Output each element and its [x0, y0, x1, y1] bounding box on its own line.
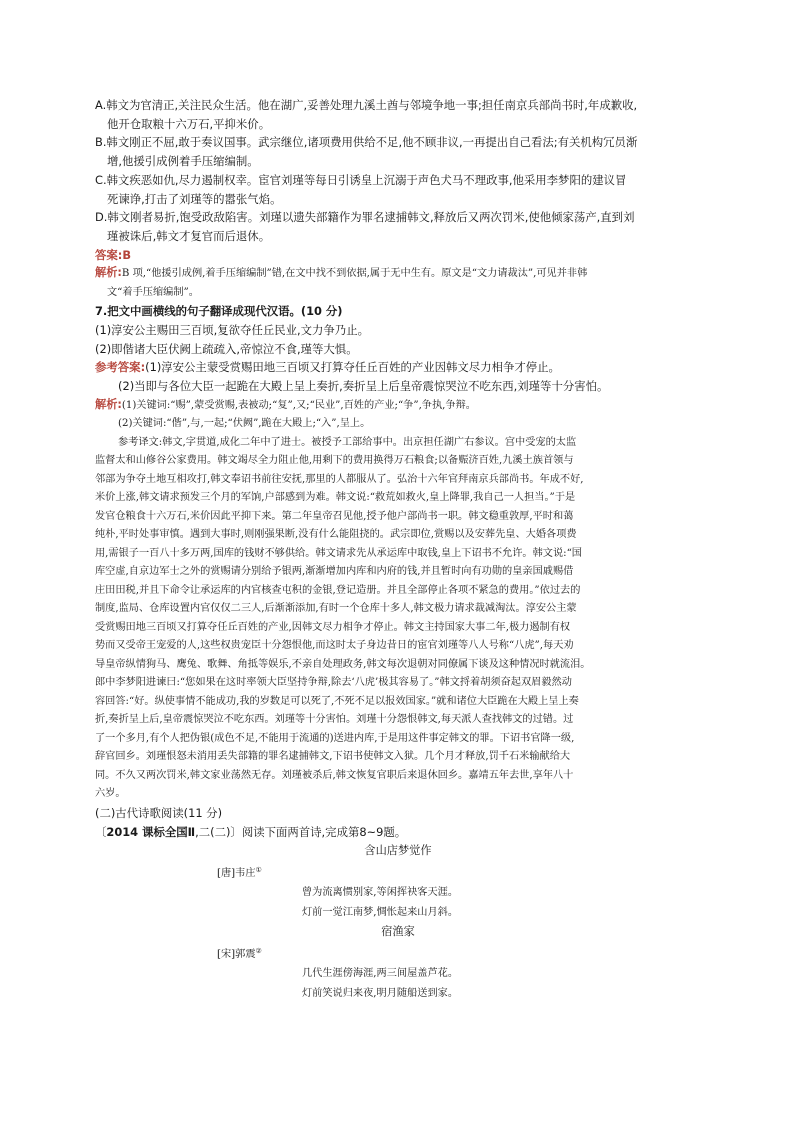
analysis-7 [95, 396, 701, 434]
translation-line: 参考译文:韩文,字贯道,成化二年中了进士。被授予工部给事中。出京担任湖广右参议。宫中受宠的太监 [118, 436, 577, 448]
translation-line: 邻部为争夺土地互相攻打,韩文奉诏书前往安抚,那里的人都服从了。弘治十六年官拜南京兵部尚书。年成不好, [95, 473, 584, 485]
translation-line: 制度,监局、仓库设置内官仅仅二三人,后渐渐添加,有时一个仓库十多人,韩文极力请求裁减淘汰。淳安公主蒙 [95, 603, 577, 615]
analysis-6-label: 解析: [95, 266, 122, 280]
answer-value: B [122, 247, 132, 262]
translation-line: 米价上涨,韩文请求预发三个月的军饷,户部感到为难。韩文说:“救荒如救火,皇上降罪,我自己一人担当。”于是 [95, 492, 576, 504]
poem-2-note: ② [255, 946, 262, 955]
poem-1-title: 含山店梦觉作 [364, 844, 432, 858]
question-7 [95, 302, 701, 358]
option-d-line-2: 瑾被诛后,韩文才复官而后退休。 [107, 228, 271, 243]
analysis-7-label: 解析: [95, 397, 122, 411]
option-a-line-2: 他开仓取粮十六万石,平抑米价。 [107, 116, 271, 131]
poem-1-author: [唐]韦庄 [217, 867, 256, 879]
translation-line: 导皇帝纵情狗马、鹰兔、歌舞、角抵等娱乐,不亲自处理政务,韩文每次退朝对同僚属下谈及这种情况时就流泪。 [95, 658, 591, 670]
answer-label: 答案: [95, 247, 123, 262]
section-2-heading: (二)古代诗歌阅读(11 分) [95, 805, 223, 820]
question-6-options [95, 96, 701, 246]
reference-answer [95, 358, 701, 395]
translation-line: 郎中李梦阳进谏曰:“您如果在这时率领大臣坚持争辩,除去‘八虎’极其容易了。”韩文捋着胡须奋起双眉毅然动 [95, 677, 572, 689]
option-d-line-1: D.韩文刚者易折,饱受政敌陷害。刘瑾以遗失部籍作为罪名逮捕韩文,释放后又两次罚米,使他倾家荡产,直到刘 [95, 210, 635, 225]
translation-line: 折,奏折呈上后,皇帝震惊哭泣不吃东西。刘瑾等十分害怕。刘瑾十分怨恨韩文,每天派人查找韩文的过错。过 [95, 714, 574, 726]
poem-2 [95, 922, 701, 1003]
question-7-title: 7.把文中画横线的句子翻译成现代汉语。(10 分) [95, 304, 343, 319]
poem-2-title: 宿渔家 [381, 925, 415, 939]
question-7-item-1: (1)淳安公主赐田三百顷,复欲夺任丘民业,文力争乃止。 [95, 323, 369, 338]
poem-1-verse-2: 灯前一觉江南梦,惆怅起来山月斜。 [302, 906, 459, 918]
translation-line: 库空虚,自京边军士之外的赏赐请分别给予银两,渐渐增加内库和内府的钱,并且暂时向有功勋的皇亲国戚赐借 [95, 566, 574, 578]
reference-line-2: (2)当即与各位大臣一起跪在大殿上呈上奏折,奏折呈上后皇帝震惊哭泣不吃东西,刘瑾等十分害怕。 [118, 379, 609, 394]
option-b-line-1: B.韩文刚正不屈,敢于奏议国事。武宗继位,诸项费用供给不足,他不顾非议,一再提出自己看法;有关机构冗员渐 [95, 135, 638, 150]
option-c-line-1: C.韩文疾恶如仇,尽力遏制权幸。宦官刘瑾等每日引诱皇上沉溺于声色犬马不理政事,他采用李梦阳的建议冒 [95, 172, 627, 187]
translation-line: 了一个多月,有个人把伪银(成色不足,不能用于流通的)送进内库,于是用这件事定韩文的罪。下诏书官降一级, [95, 732, 575, 744]
poem-2-verse-1: 几代生涯傍海涯,两三间屋盖芦花。 [302, 968, 459, 980]
option-a-line-1: A.韩文为官清正,关注民众生活。他在湖广,妥善处理九溪土酋与邻境争地一事;担任南京兵部尚书时,年成歉收, [95, 98, 638, 112]
translation-line: 容回答:“好。纵使事情不能成功,我的岁数足可以死了,不死不足以报效国家。”就和诸位大臣跪在大殿上呈上奏 [95, 695, 579, 707]
translation-line: 用,需银子一百八十多万两,国库的钱财不够供给。韩文请求先从承运库中取钱,皇上下诏书不允许。韩文说:“国 [95, 547, 582, 559]
poem-2-author-line [95, 942, 701, 965]
poem-2-verse-2: 灯前笑说归来夜,明月随船送到家。 [302, 987, 459, 999]
reference-label: 参考答案: [95, 360, 146, 375]
reference-line-1 [95, 358, 701, 377]
analysis-7-line-2: (2)关键词:“偕”,与,一起;“伏阙”,跪在大殿上;“入”,呈上。 [118, 418, 371, 430]
source-line [95, 823, 701, 842]
source-rest: ,二(二)〕阅读下面两首诗,完成第8~9题。 [195, 824, 407, 839]
translation-line: 同。不久又两次罚米,韩文家业荡然无存。刘瑾被杀后,韩文恢复官职后来退休回乡。嘉靖五年去世,享年八十 [95, 769, 574, 781]
translation-line: 纯朴,平时处事审慎。遇到大事时,则刚强果断,没有什么能阻挠的。武宗即位,赏赐以及安葬先皇、大婚各项费 [95, 529, 577, 541]
analysis-6-text-1: B 项,“他援引成例,着手压缩编制”错,在文中找不到依据,属于无中生有。原文是“文力请裁汰”,可见并非韩 [121, 268, 588, 280]
translation-line: 受赏赐田地三百顷又打算夺任丘百姓的产业,因韩文尽力相争才停止。韩文主持国家大事二年,极力遏制有权 [95, 621, 571, 633]
translation-line: 六岁。 [95, 788, 126, 800]
question-7-item-2: (2)即偕诸大臣伏阙上疏疏入,帝惊泣不食,瑾等大惧。 [95, 341, 358, 356]
analysis-6-line-1 [95, 264, 701, 284]
translation-block [95, 434, 701, 804]
document-content [95, 96, 701, 1003]
answer-line [95, 246, 701, 265]
translation-line: 监督太和山修谷公家费用。韩文竭尽全力阻止他,用剩下的费用换得万石粮食;以备赈济百姓,九溪土族首领与 [95, 455, 574, 467]
analysis-7-text-1: (1)关键词:“赐”,蒙受赏赐,表被动;“复”,又;“民业”,百姓的产业;“争”,争执,争辩。 [121, 399, 476, 411]
poem-1-author-line [95, 861, 701, 884]
option-b-line-2: 增,他援引成例着手压缩编制。 [107, 154, 259, 169]
source-bold: 2014 课标全国Ⅱ [106, 824, 196, 839]
poem-1-verse-1: 曾为流离惯别家,等闲挥袂客天涯。 [302, 887, 459, 899]
reference-text-1: (1)淳安公主蒙受赏赐田地三百顷又打算夺任丘百姓的产业因韩文尽力相争才停止。 [145, 360, 560, 375]
translation-line: 势而又受帝王宠爱的人,这些权贵宠臣十分怨恨他,而这时太子身边昔日的宦官刘瑾等八人号称“八虎”,每天劝 [95, 640, 574, 652]
translation-line: 发官仓粮食十六万石,米价因此平抑下来。第二年皇帝召见他,授予他户部尚书一职。韩文稳重敦厚,平时和蔼 [95, 510, 574, 522]
translation-line: 辞官回乡。刘瑾恨怒未消用丢失部籍的罪名逮捕韩文,下诏书使韩文入狱。几个月才释放,罚千石米输献给大 [95, 751, 571, 763]
poem-1 [95, 841, 701, 922]
analysis-7-line-1 [95, 396, 701, 416]
translation-line: 庄田田税,并且下命令让承运库的内官核查屯积的金银,登记造册。并且全部停止各项不紧急的费用。”依过去的 [95, 584, 581, 596]
poem-2-author: [宋]郭震 [217, 948, 256, 960]
option-c-line-2: 死谏诤,打击了刘瑾等的嚣张气焰。 [107, 191, 282, 206]
poem-1-note: ① [255, 865, 262, 874]
analysis-6-line-2: 文“着手压缩编制”。 [107, 286, 199, 298]
source-prefix: 〔 [95, 824, 107, 839]
analysis-6 [95, 264, 701, 302]
